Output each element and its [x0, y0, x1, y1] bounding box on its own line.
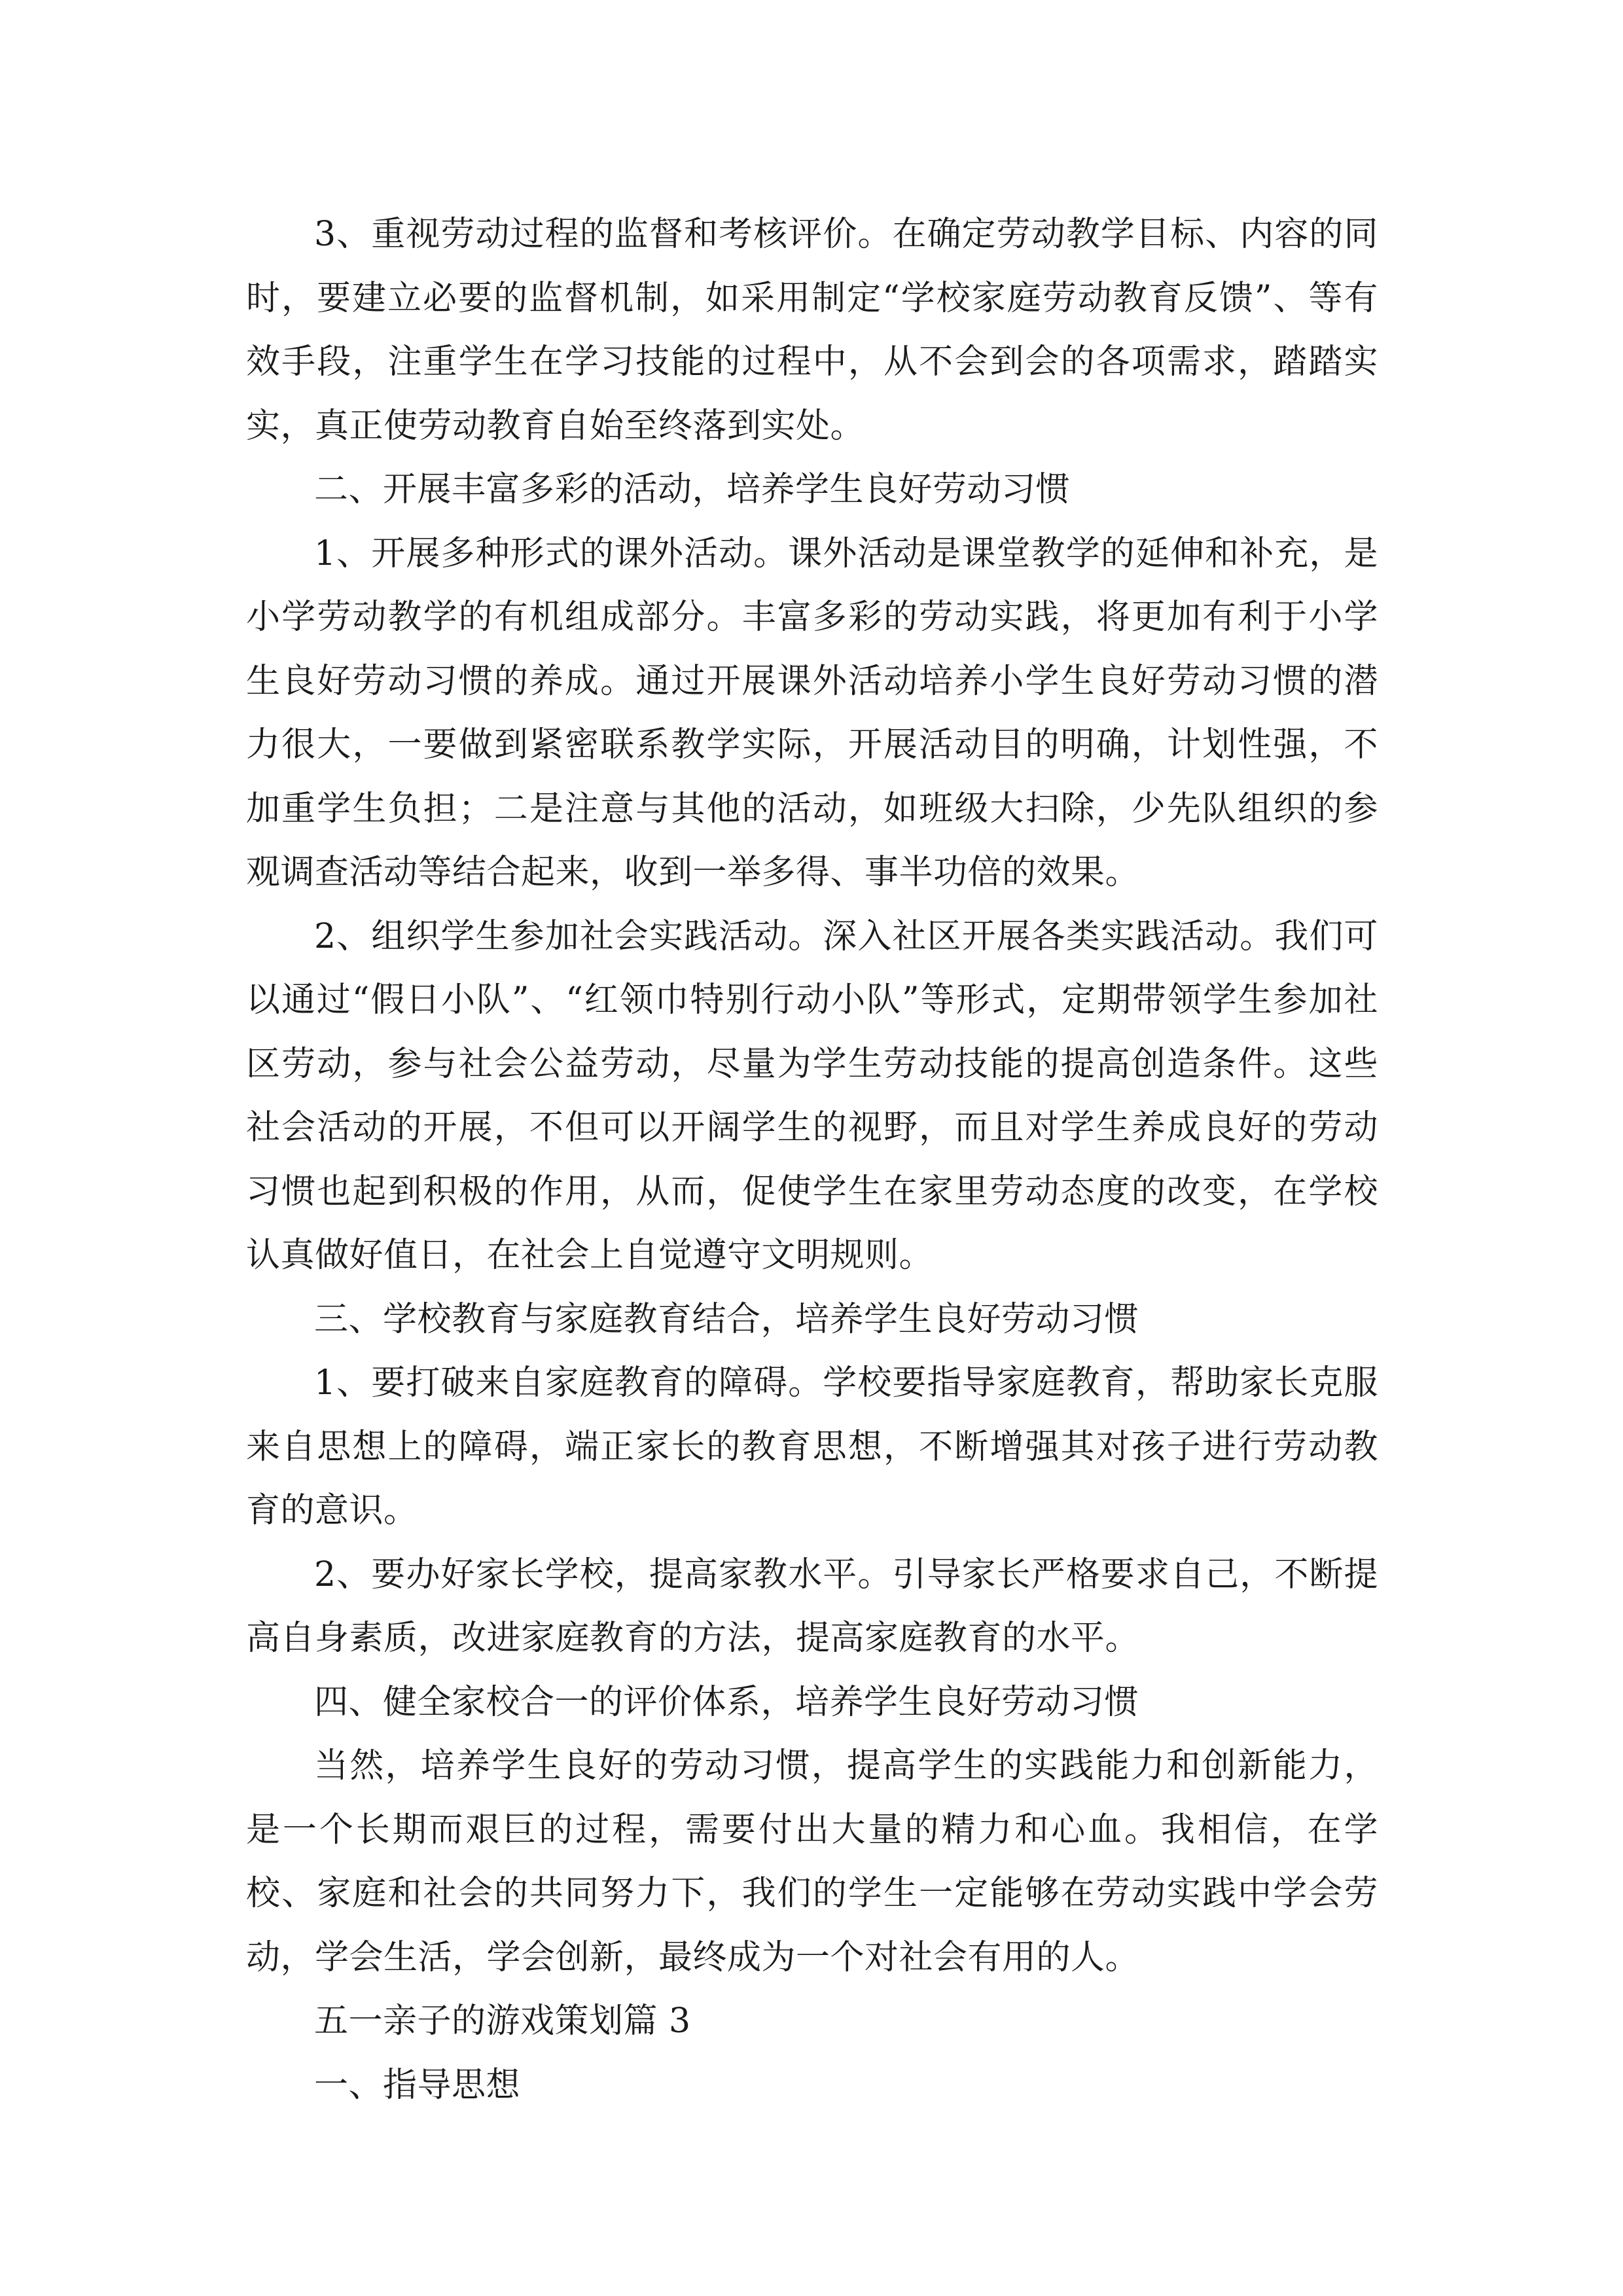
- paragraph-conclusion: 当然，培养学生良好的劳动习惯，提高学生的实践能力和创新能力，是一个长期而艰巨的过程，需要付出大量的精力和心血。我相信，在学校、家庭和社会的共同努力下，我们的学生一定能够在劳动实践中学会劳动，学会生活，学会创新，最终成为一个对社会有用的人。: [246, 1746, 1378, 1977]
- paragraph-extracurricular-activities: 1、开展多种形式的课外活动。课外活动是课堂教学的延伸和补充，是小学劳动教学的有机组成部分。丰富多彩的劳动实践，将更加有利于小学生良好劳动习惯的养成。通过开展课外活动培养小学生良好劳动习惯的潜力很大，一要做到紧密联系教学实际，开展活动目的明确，计划性强，不加重学生负担；二是注意与其他的活动，如班级大扫除，少先队组织的参观调查活动等结合起来，收到一举多得、事半功倍的效果。: [246, 533, 1378, 892]
- paragraph-supervision-evaluation: 3、重视劳动过程的监督和考核评价。在确定劳动教学目标、内容的同时，要建立必要的监督机制，如采用制定“学校家庭劳动教育反馈”、等有效手段，注重学生在学习技能的过程中，从不会到会的各项需求，踏踏实实，真正使劳动教育自始至终落到实处。: [246, 215, 1378, 446]
- paragraph-social-practice: 2、组织学生参加社会实践活动。深入社区开展各类实践活动。我们可以通过“假日小队”、“红领巾特别行动小队”等形式，定期带领学生参加社区劳动，参与社会公益劳动，尽量为学生劳动技能的提高创造条件。这些社会活动的开展，不但可以开阔学生的视野，而且对学生养成良好的劳动习惯也起到积极的作用，从而，促使学生在家里劳动态度的改变，在学校认真做好值日，在社会上自觉遵守文明规则。: [246, 916, 1378, 1275]
- article-title-part-3: 五一亲子的游戏策划篇 3: [314, 2001, 691, 2041]
- paragraph-parent-school: 2、要办好家长学校，提高家教水平。引导家长严格要求自己，不断提高自身素质，改进家庭教育的方法，提高家庭教育的水平。: [246, 1554, 1378, 1658]
- section-heading-activities: 二、开展丰富多彩的活动，培养学生良好劳动习惯: [314, 470, 1071, 509]
- document-body: [246, 203, 1378, 2117]
- section-heading-school-family: 三、学校教育与家庭教育结合，培养学生良好劳动习惯: [314, 1299, 1139, 1339]
- section-heading-evaluation-system: 四、健全家校合一的评价体系，培养学生良好劳动习惯: [314, 1682, 1139, 1722]
- section-heading-guiding-ideology: 一、指导思想: [314, 2065, 521, 2105]
- paragraph-family-obstacles: 1、要打破来自家庭教育的障碍。学校要指导家庭教育，帮助家长克服来自思想上的障碍，端正家长的教育思想，不断增强其对孩子进行劳动教育的意识。: [246, 1363, 1378, 1530]
